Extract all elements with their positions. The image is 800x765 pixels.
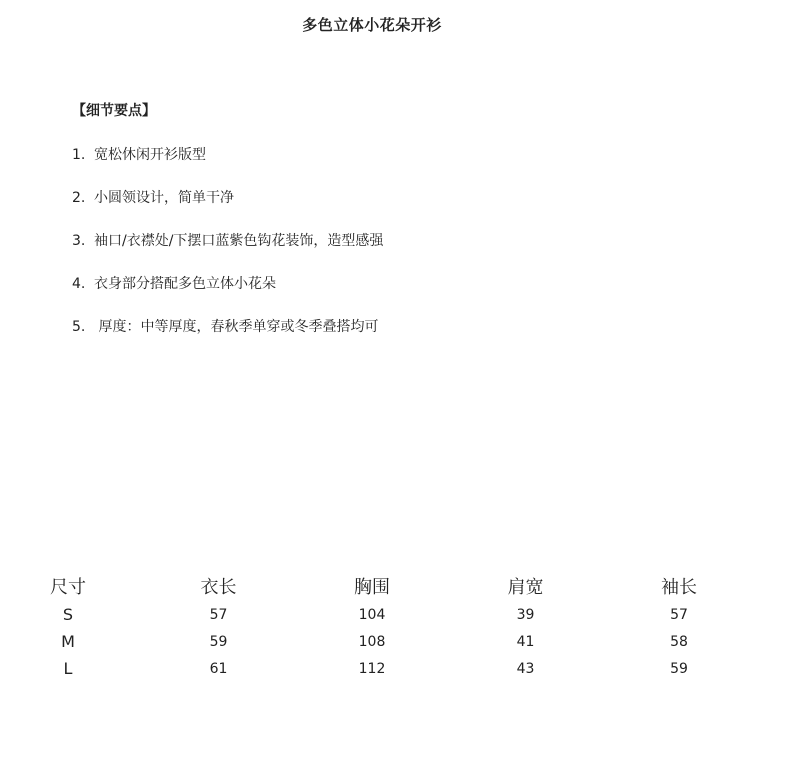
length-cell: 59	[209, 633, 228, 650]
shoulder-cell: 39	[516, 606, 535, 623]
header-sleeve: 袖长	[661, 577, 697, 598]
shoulder-cell: 41	[516, 633, 535, 650]
size-cell: L	[63, 659, 73, 678]
detail-list	[72, 144, 383, 359]
detail-number: 2.	[72, 190, 86, 206]
detail-number: 4.	[72, 276, 86, 292]
table-row	[40, 601, 710, 628]
detail-text: 厚度：中等厚度，春秋季单穿或冬季叠搭均可	[94, 319, 379, 335]
detail-item-5	[72, 316, 383, 359]
chest-cell: 108	[358, 633, 386, 650]
detail-item-1	[72, 144, 383, 187]
sleeve-cell: 58	[670, 633, 688, 650]
table-row	[40, 628, 710, 655]
shoulder-cell: 43	[516, 660, 535, 677]
detail-text: 袖口/衣襟处/下摆口蓝紫色钩花装饰，造型感强	[94, 233, 384, 249]
detail-text: 衣身部分搭配多色立体小花朵	[94, 276, 276, 292]
page-title: 多色立体小花朵开衫	[302, 16, 442, 34]
size-cell: S	[62, 605, 74, 624]
size-table-header-row	[40, 571, 710, 601]
length-cell: 57	[209, 606, 228, 623]
chest-cell: 104	[358, 606, 386, 623]
detail-item-4	[72, 273, 383, 316]
header-size: 尺寸	[50, 577, 86, 598]
header-shoulder: 肩宽	[507, 577, 544, 598]
size-table	[40, 571, 710, 682]
sleeve-cell: 57	[670, 606, 688, 623]
header-length: 衣长	[200, 577, 237, 598]
detail-number: 1.	[72, 147, 86, 163]
chest-cell: 112	[358, 660, 386, 677]
detail-item-3	[72, 230, 383, 273]
sleeve-cell: 59	[670, 660, 688, 677]
detail-text: 小圆领设计，简单干净	[94, 190, 234, 206]
detail-text: 宽松休闲开衫版型	[94, 147, 206, 163]
size-cell: M	[61, 632, 75, 651]
length-cell: 61	[209, 660, 228, 677]
detail-number: 3.	[72, 233, 86, 249]
header-chest: 胸围	[354, 577, 390, 598]
details-heading: 【细节要点】	[72, 103, 156, 119]
detail-number: 5.	[72, 319, 86, 335]
detail-item-2	[72, 187, 383, 230]
table-row	[40, 655, 710, 682]
